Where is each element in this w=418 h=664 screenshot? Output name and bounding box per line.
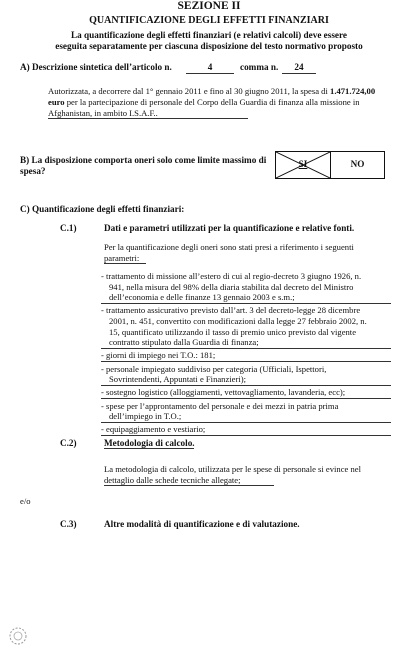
section-a-text-line-1	[48, 86, 388, 97]
option-si-label: SI	[298, 159, 308, 169]
parameter-item-line: - equipaggiamento e vestiario;	[101, 424, 206, 435]
parameter-item-line: - trattamento assicurativo previsto dall’art. 3 del decreto-legge 28 dicembre	[101, 305, 361, 316]
parameter-item-line: 2001, n. 451, convertito con modificazioni dalla legge 27 febbraio 2002, n.	[109, 315, 367, 326]
amount-value: 1.471.724,00	[330, 86, 376, 96]
c1-intro-underline	[104, 263, 146, 264]
c1-title: Dati e parametri utilizzati per la quantificazione e relative fonti.	[104, 223, 355, 233]
parameter-item-underline	[101, 303, 391, 304]
section-a-text-line-2	[48, 97, 388, 108]
parameter-item-line: 15, quantificato utilizzando il tasso di premio unico previsto dal vigente	[109, 326, 357, 337]
section-a-text-line-3: Afghanistan, in ambito I.S.A.F..	[48, 108, 158, 118]
subtitle-line-1: La quantificazione degli effetti finanziari (e relativi calcoli) deve essere	[71, 30, 347, 40]
parameter-item-line: - giorni di impiego nei T.O.: 181;	[101, 350, 216, 361]
parameter-item	[101, 364, 391, 385]
parameter-item-underline	[101, 361, 391, 362]
stamp-icon	[8, 626, 28, 646]
parameter-item-line: - personale impiegato suddiviso per categoria (Ufficiali, Ispettori,	[101, 363, 327, 374]
c2-text-2: dettaglio dalle schede tecniche allegate;	[104, 475, 241, 485]
parameter-item-line: dell’economia e delle finanze 13 gennaio 2003 e s.m.;	[109, 292, 295, 303]
section-a-underline	[48, 118, 248, 119]
parameter-item-line: - trattamento di missione all’estero di cui al regio-decreto 3 giugno 1926, n.	[101, 271, 362, 281]
parameter-item-line: dell’impiego in T.O.;	[109, 411, 182, 422]
section-title: SEZIONE II	[177, 0, 241, 12]
parameter-item-underline	[101, 348, 391, 349]
c2-text-1: La metodologia di calcolo, utilizzata per le spese di personale si evince nel	[104, 464, 361, 474]
amount-currency: euro	[48, 97, 65, 107]
c3-title: Altre modalità di quantificazione e di valutazione.	[104, 519, 300, 529]
parameter-item	[101, 387, 391, 398]
c1-number: C.1)	[60, 223, 77, 233]
comma-number: 24	[294, 62, 304, 72]
section-a-text-3: per la partecipazione di personale del Corpo della Guardia di finanza alla missione in	[66, 97, 360, 107]
section-c-heading: C) Quantificazione degli effetti finanziari:	[20, 204, 185, 214]
parameter-item-underline	[101, 398, 391, 399]
parameter-item-line: - sostegno logistico (alloggiamenti, vettovagliamento, lavanderia, ecc);	[101, 387, 346, 398]
document-title: QUANTIFICAZIONE DEGLI EFFETTI FINANZIARI	[89, 15, 329, 26]
articolo-underline	[186, 73, 234, 74]
articolo-number: 4	[207, 62, 213, 72]
comma-label: comma n.	[240, 62, 279, 72]
and-or-label: e/o	[20, 496, 31, 506]
c1-intro-1: Per la quantificazione degli oneri sono stati presi a riferimento i seguenti	[104, 242, 354, 252]
option-si-cell[interactable]	[276, 152, 330, 178]
parameter-item	[101, 305, 391, 347]
parameter-item	[101, 350, 391, 361]
c1-intro-2: parametri:	[104, 253, 140, 263]
parameter-item	[101, 271, 391, 303]
c2-title: Metodologia di calcolo.	[104, 438, 195, 448]
parameter-item-underline	[101, 435, 391, 436]
parameter-item	[101, 401, 391, 422]
section-a-label: A) Descrizione sintetica dell’articolo n.	[20, 62, 172, 72]
option-no-label[interactable]: NO	[350, 159, 365, 169]
si-no-box	[275, 151, 385, 179]
parameter-item-line: - spese per l’approntamento del personale e dei mezzi in patria prima	[101, 400, 339, 411]
parameter-item-underline	[101, 385, 391, 386]
parameter-item-line: 941, nella misura del 98% della diaria stabilita dal decreto del Ministro	[109, 281, 354, 292]
parameter-item-underline	[101, 422, 391, 423]
section-b-question-1: B) La disposizione comporta oneri solo come limite massimo di	[20, 155, 267, 165]
subtitle-line-2: eseguita separatamente per ciascuna disposizione del testo normativo proposto	[55, 41, 363, 51]
c3-number: C.3)	[60, 519, 77, 529]
section-b-question-2: spesa?	[20, 166, 46, 176]
comma-underline	[282, 73, 316, 74]
parameter-item	[101, 424, 391, 435]
parameter-item-line: contratto stipulato dalla Guardia di finanza;	[109, 337, 259, 348]
parameter-item-line: Sovrintendenti, Appuntati e Finanzieri);	[109, 374, 246, 385]
c2-text-underline	[104, 485, 274, 486]
c2-number: C.2)	[60, 438, 77, 448]
c2-title-underline	[104, 448, 194, 449]
section-a-text-1: Autorizzata, a decorrere dal 1° gennaio 2011 e fino al 30 giugno 2011, la spesa di	[48, 86, 328, 96]
